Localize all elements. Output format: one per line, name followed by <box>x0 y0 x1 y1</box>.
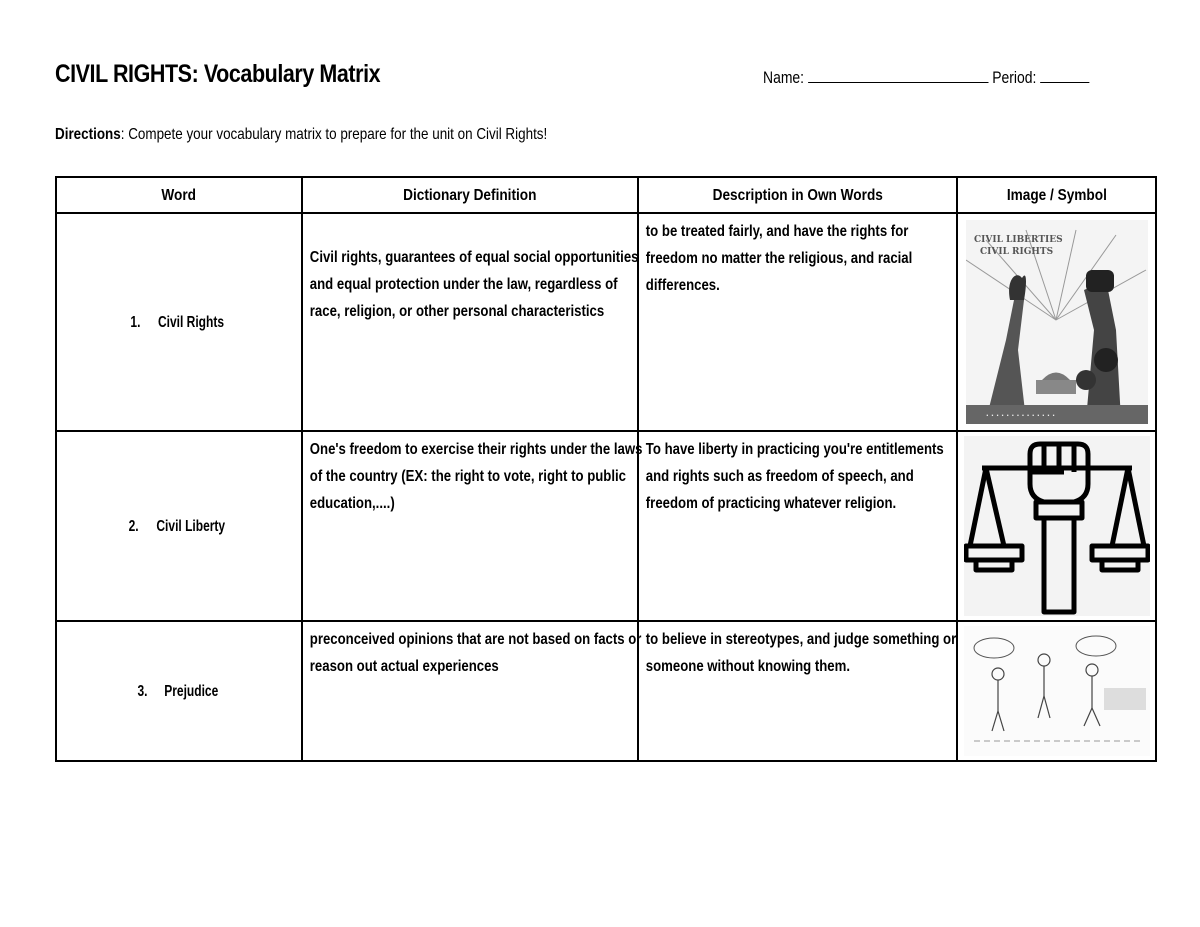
definition-cell <box>302 213 638 431</box>
name-blank <box>808 68 988 83</box>
period-label: Period: <box>992 68 1037 87</box>
row-number: 3. <box>137 682 148 700</box>
image-cell <box>957 431 1156 621</box>
word-cell <box>56 431 302 621</box>
description-cell <box>638 431 957 621</box>
page-title: CIVIL RIGHTS: Vocabulary Matrix <box>55 60 381 88</box>
definition-cell <box>302 621 642 761</box>
vocabulary-matrix <box>55 176 1157 762</box>
word-text: Prejudice <box>163 682 218 700</box>
description-text: To have liberty in practicing you're entitlements and rights such as freedom of speech, and freedom of practicing whatever religion. <box>645 441 944 512</box>
definition-text: One's freedom to exercise their rights under the laws of the country (EX: the right to vote, right to public education,....) <box>309 441 643 512</box>
name-period-fields <box>763 68 1089 88</box>
word-text: Civil Rights <box>157 313 224 331</box>
description-text: to be treated fairly, and have the rights for freedom no matter the religious, and racial differences. <box>645 223 913 294</box>
row-number: 2. <box>128 517 139 535</box>
period-blank <box>1040 68 1089 83</box>
table-row <box>56 213 1156 431</box>
description-cell <box>638 621 957 761</box>
svg-text:CIVIL RIGHTS: CIVIL RIGHTS <box>979 247 1053 257</box>
word-cell <box>56 213 302 431</box>
fist-scales-icon <box>964 436 1150 616</box>
name-label: Name: <box>763 68 805 87</box>
svg-text:· · · · · · · · · · · · · ·: · · · · · · · · · · · · · · <box>985 412 1055 420</box>
svg-text:CIVIL LIBERTIES: CIVIL LIBERTIES <box>973 235 1063 245</box>
row-number: 1. <box>130 313 141 331</box>
header-description: Description in Own Words <box>638 177 957 213</box>
civil-rights-cartoon-illustration <box>966 220 1148 424</box>
definition-cell <box>302 431 643 621</box>
definition-text: Civil rights, guarantees of equal social opportunities and equal protection under the law, regardless of race, religion, or other personal characteristics <box>309 249 639 320</box>
prejudice-cartoon-illustration <box>964 626 1150 756</box>
word-text: Civil Liberty <box>156 517 226 535</box>
description-cell <box>638 213 957 431</box>
definition-text: preconceived opinions that are not based on facts or reason out actual experiences <box>309 631 642 675</box>
directions <box>55 126 547 144</box>
image-cell <box>957 621 1156 761</box>
header-definition: Dictionary Definition <box>302 177 638 213</box>
header-image: Image / Symbol <box>957 177 1156 213</box>
directions-text: : Compete your vocabulary matrix to prepare for the unit on Civil Rights! <box>120 126 548 143</box>
table-row <box>56 431 1156 621</box>
header-row <box>56 177 1156 213</box>
image-cell <box>957 213 1156 431</box>
word-cell <box>56 621 302 761</box>
header-word: Word <box>56 177 302 213</box>
table-row <box>56 621 1156 761</box>
directions-label: Directions <box>55 126 121 143</box>
description-text: to believe in stereotypes, and judge something or someone without knowing them. <box>645 631 957 675</box>
